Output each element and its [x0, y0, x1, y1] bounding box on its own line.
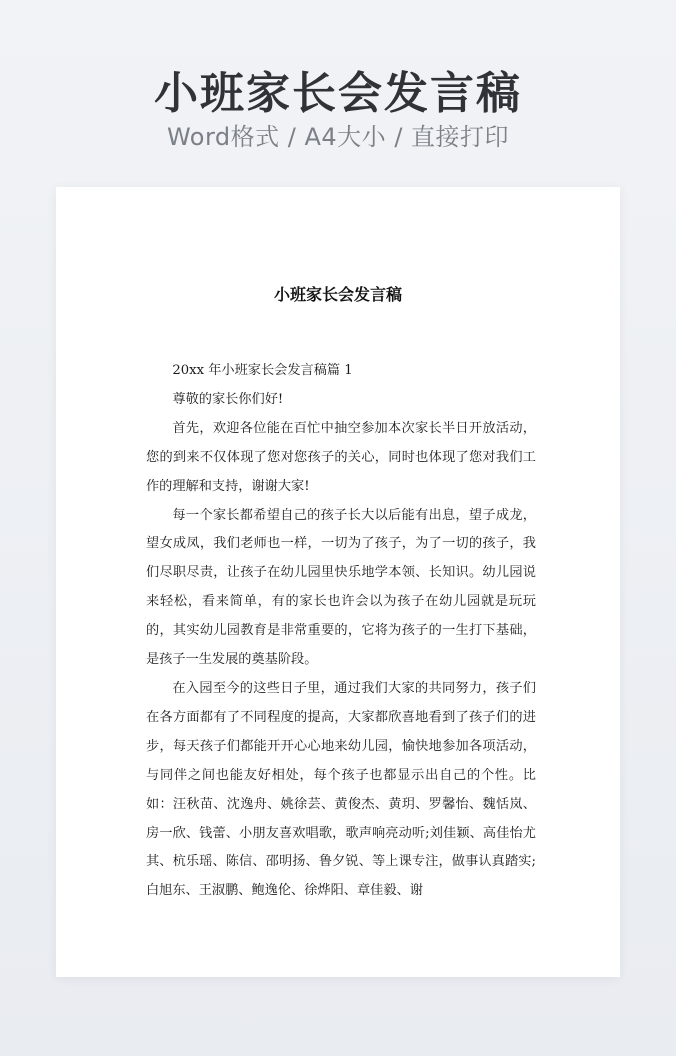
paragraph-heading: 20xx 年小班家长会发言稿篇 1	[172, 363, 353, 378]
document-page	[56, 187, 620, 977]
paragraph-greeting: 尊敬的家长你们好!	[172, 391, 284, 407]
banner-subtitle: Word格式 / A4大小 / 直接打印	[166, 123, 510, 151]
paragraph-welcome: 首先，欢迎各位能在百忙中抽空参加本次家长半日开放活动，您的到来不仅体现了您对您孩子的关心，同时也体现了您对我们工作的理解和支持，谢谢大家!	[146, 420, 536, 494]
banner-title: 小班家长会发言稿	[154, 68, 522, 119]
paragraph-progress: 在入园至今的这些日子里，通过我们大家的共同努力，孩子们在各方面都有了不同程度的提高，大家都欣喜地看到了孩子们的进步，每天孩子们都能开开心心地来幼儿园，愉快地参加各项活动，与同伴之间也能友好相处，每个孩子也都显示出自己的个性。比如：汪秋苗、沈逸舟、姚徐芸、黄俊杰、黄玥、罗馨怡、魏恬岚、房一欣、钱蕾、小朋友喜欢唱歌，歌声响亮动听;刘佳颖、高佳怡尤其、杭乐瑶、陈信、邵明扬、鲁夕锐、等上课专注，做事认真踏实;白旭东、王淑鹏、鲍逸伦、徐烨阳、章佳毅、谢	[146, 680, 536, 899]
document-body	[146, 357, 536, 906]
paragraph-expectation: 每一个家长都希望自己的孩子长大以后能有出息，望子成龙，望女成凤，我们老师也一样，一切为了孩子，为了一切的孩子，我们尽职尽责，让孩子在幼儿园里快乐地学本领、长知识。幼儿园说来轻松，看来简单，有的家长也许会以为孩子在幼儿园就是玩玩的，其实幼儿园教育是非常重要的，它将为孩子的一生打下基础，是孩子一生发展的奠基阶段。	[146, 507, 536, 668]
banner	[0, 0, 676, 180]
document-title: 小班家长会发言稿	[273, 285, 402, 304]
